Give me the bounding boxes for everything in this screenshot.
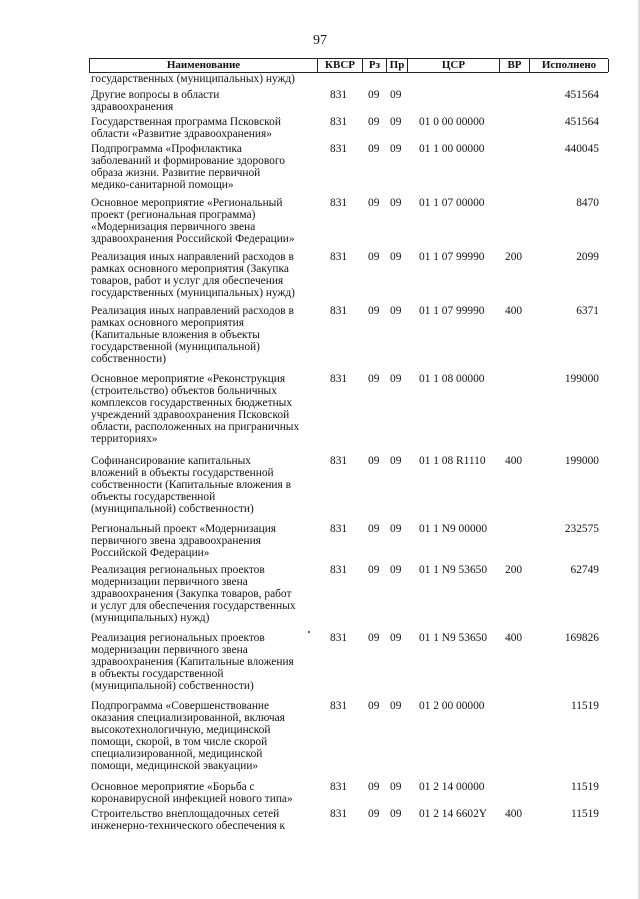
row-vr: 400 — [505, 808, 523, 820]
row-rz: 09 — [368, 523, 380, 535]
row-name: Основное мероприятие «Борьба с коронавирусной инфекцией нового типа» — [91, 781, 293, 805]
row-rz: 09 — [368, 143, 380, 155]
row-sum: 199000 — [564, 373, 599, 385]
row-name: Реализация иных направлений расходов в рамках основного мероприятия (Капитальные вложения в объекты государственной (муниципальной) собственности) — [91, 305, 294, 365]
row-rz: 09 — [368, 781, 380, 793]
row-sum: 169826 — [564, 632, 599, 644]
row-vr: 400 — [505, 632, 523, 644]
row-kvsr: 831 — [330, 89, 348, 101]
row-kvsr: 831 — [330, 373, 348, 385]
row-pr: 09 — [390, 700, 402, 712]
header-csr: ЦСР — [441, 59, 466, 71]
row-rz: 09 — [368, 455, 380, 467]
row-rz: 09 — [368, 251, 380, 263]
row-sum: 62749 — [570, 564, 599, 576]
row-kvsr: 831 — [330, 143, 348, 155]
row-kvsr: 831 — [330, 305, 348, 317]
row-pr: 09 — [390, 116, 402, 128]
row-sum: 11519 — [570, 781, 599, 793]
row-csr: 01 1 07 99990 — [419, 305, 485, 317]
row-sum: 451564 — [564, 116, 599, 128]
row-rz: 09 — [368, 89, 380, 101]
column-divider — [608, 59, 609, 72]
row-csr: 01 1 00 00000 — [419, 143, 485, 155]
row-name: Региональный проект «Модернизация первичного звена здравоохранения Российской Федерации» — [91, 523, 277, 559]
row-vr: 200 — [505, 251, 523, 263]
row-sum: 451564 — [564, 89, 599, 101]
row-name: Строительство внеплощадочных сетей инженерно-технического обеспечения к — [91, 808, 286, 832]
row-csr: 01 1 N9 00000 — [419, 523, 488, 535]
header-rz: Рз — [368, 59, 381, 71]
row-csr: 01 2 14 6602Y — [419, 808, 488, 820]
row-name: Государственная программа Псковской области «Развитие здравоохранения» — [91, 116, 281, 140]
row-rz: 09 — [368, 305, 380, 317]
row-csr: 01 0 00 00000 — [419, 116, 485, 128]
row-csr: 01 2 14 00000 — [419, 781, 485, 793]
row-rz: 09 — [368, 116, 380, 128]
row-kvsr: 831 — [330, 564, 348, 576]
row-pr: 09 — [390, 197, 402, 209]
row-sum: 232575 — [564, 523, 599, 535]
row-kvsr: 831 — [330, 116, 348, 128]
row-rz: 09 — [368, 564, 380, 576]
header-kvsr: КВСР — [325, 59, 355, 71]
row-csr: 01 1 N9 53650 — [419, 564, 488, 576]
row-sum: 8470 — [576, 197, 599, 209]
header-executed: Исполнено — [541, 59, 597, 71]
row-vr: 400 — [505, 305, 523, 317]
row-rz: 09 — [368, 373, 380, 385]
row-pr: 09 — [390, 632, 402, 644]
row-csr: 01 1 N9 53650 — [419, 632, 488, 644]
row-rz: 09 — [368, 700, 380, 712]
row-name: Реализация иных направлений расходов в рамках основного мероприятия (Закупка товаров, работ и услуг для обеспечения государственных (муниципальных) нужд) — [91, 251, 295, 299]
row-pr: 09 — [390, 89, 402, 101]
row-csr: 01 1 07 99990 — [419, 251, 485, 263]
row-csr: 01 1 07 00000 — [419, 197, 485, 209]
row-vr: 200 — [505, 564, 523, 576]
row-rz: 09 — [368, 808, 380, 820]
row-pr: 09 — [390, 305, 402, 317]
row-rz: 09 — [368, 197, 380, 209]
row-name: Реализация региональных проектов модернизации первичного звена здравоохранения (Закупка товаров, работ и услуг для обеспечения государственных (муниципальных) нужд) — [91, 564, 296, 624]
header-pr: Пр — [389, 59, 405, 71]
row-sum: 440045 — [564, 143, 599, 155]
row-pr: 09 — [390, 251, 402, 263]
page-number: 97 — [313, 33, 327, 48]
row-kvsr: 831 — [330, 781, 348, 793]
row-sum: 11519 — [570, 700, 599, 712]
row-vr: 400 — [505, 455, 523, 467]
row-sum: 11519 — [570, 808, 599, 820]
row-kvsr: 831 — [330, 455, 348, 467]
row-csr: 01 2 00 00000 — [419, 700, 485, 712]
row-rz: 09 — [368, 632, 380, 644]
row-kvsr: 831 — [330, 700, 348, 712]
row-sum: 2099 — [576, 251, 599, 263]
row-name: Основное мероприятие «Региональный проект (региональная программа) «Модернизация первичного звена здравоохранения Российской Федерации» — [91, 197, 295, 245]
row-kvsr: 831 — [330, 523, 348, 535]
row-pr: 09 — [390, 455, 402, 467]
row-name: Подпрограмма «Совершенствование оказания специализированной, включая высокотехнологичную, медицинской помощи, скорой, в том числе скорой специализированной, медицинской помощи, медицинской эвакуации» — [91, 700, 285, 772]
row-name: государственных (муниципальных) нужд) — [91, 73, 295, 85]
header-name: Наименование — [166, 59, 241, 71]
scan-speck — [308, 631, 310, 633]
row-csr: 01 1 08 R1110 — [419, 455, 486, 467]
row-pr: 09 — [390, 564, 402, 576]
row-kvsr: 831 — [330, 197, 348, 209]
row-pr: 09 — [390, 373, 402, 385]
row-pr: 09 — [390, 523, 402, 535]
row-kvsr: 831 — [330, 632, 348, 644]
row-name: Основное мероприятие «Реконструкция (строительство) объектов больничных комплексов государственных бюджетных учреждений здравоохранения Псковской области, расположенных на приграничных территориях» — [91, 373, 300, 445]
row-pr: 09 — [390, 781, 402, 793]
row-name: Софинансирование капитальных вложений в объекты государственной собственности (Капитальные вложения в объекты государственной (муниципальной) собственности) — [91, 455, 291, 515]
row-name: Реализация региональных проектов модернизации первичного звена здравоохранения (Капитальные вложения в объекты государственной (муниципальной) собственности) — [91, 632, 294, 692]
row-sum: 6371 — [576, 305, 599, 317]
row-pr: 09 — [390, 143, 402, 155]
row-name: Другие вопросы в области здравоохранения — [91, 89, 220, 113]
row-sum: 199000 — [564, 455, 599, 467]
row-csr: 01 1 08 00000 — [419, 373, 485, 385]
row-kvsr: 831 — [330, 808, 348, 820]
header-vr: ВР — [507, 59, 522, 71]
row-pr: 09 — [390, 808, 402, 820]
row-name: Подпрограмма «Профилактика заболеваний и формирование здорового образа жизни. Развитие первичной медико-санитарной помощи» — [91, 143, 285, 191]
row-kvsr: 831 — [330, 251, 348, 263]
